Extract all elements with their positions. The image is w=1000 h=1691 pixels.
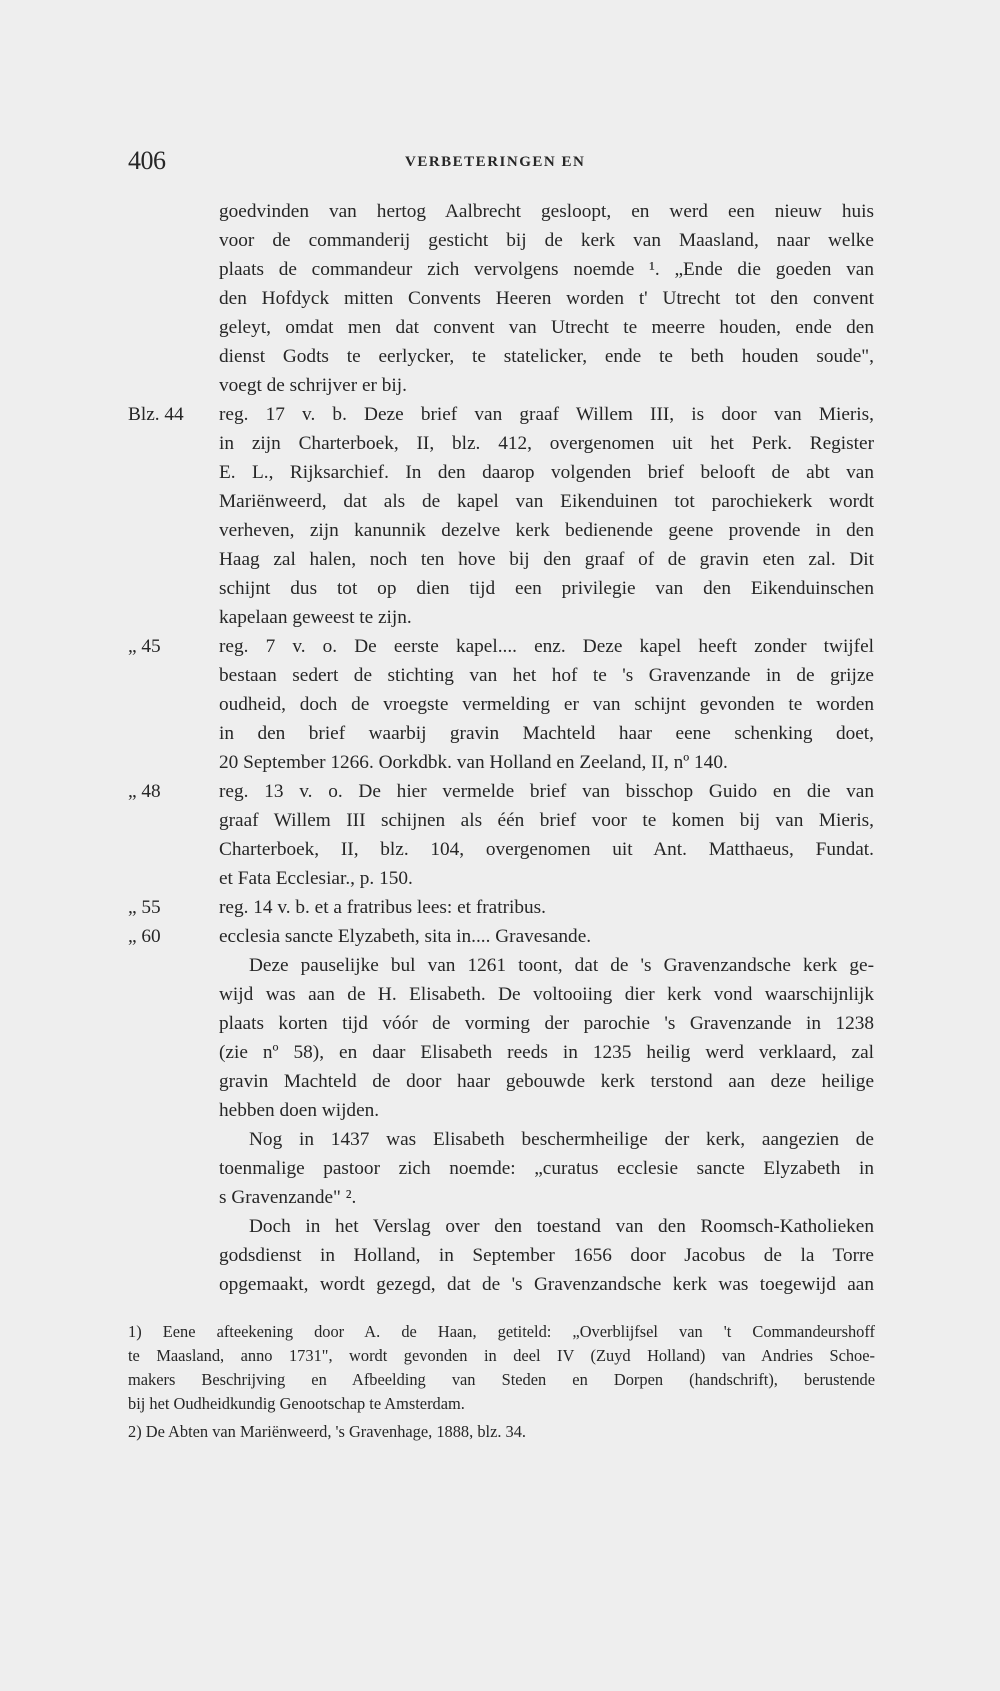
text-line: wijd was aan de H. Elisabeth. De voltooiing dier kerk vond waarschijnlijk (219, 984, 874, 1005)
text-line: (zie nº 58), en daar Elisabeth reeds in 1235 heilig werd verklaard, zal (219, 1042, 874, 1063)
margin-reference: „ 48 (128, 781, 161, 802)
margin-reference: Blz. 44 (128, 404, 184, 425)
margin-reference: „ 60 (128, 926, 161, 947)
text-line: verheven, zijn kanunnik dezelve kerk bedienende geene provende in den (219, 520, 874, 541)
text-line: voor de commanderij gesticht bij de kerk van Maasland, naar welke (219, 230, 874, 251)
text-line: Charterboek, II, blz. 104, overgenomen uit Ant. Matthaeus, Fundat. (219, 839, 874, 860)
running-head: VERBETERINGEN EN (405, 154, 586, 170)
text-line: goedvinden van hertog Aalbrecht gesloopt, en werd een nieuw huis (219, 201, 874, 222)
footnote-line: te Maasland, anno 1731", wordt gevonden in deel IV (Zuyd Holland) van Andries Schoe- (128, 1346, 875, 1365)
text-line: den Hofdyck mitten Convents Heeren worden t' Utrecht tot den convent (219, 288, 874, 309)
text-line: reg. 13 v. o. De hier vermelde brief van bisschop Guido en die van (219, 781, 874, 802)
text-line: geleyt, omdat men dat convent van Utrecht te meerre houden, ende den (219, 317, 874, 338)
margin-reference: „ 55 (128, 897, 161, 918)
footnote-line: bij het Oudheidkundig Genootschap te Amsterdam. (128, 1394, 465, 1413)
text-line: plaats de commandeur zich vervolgens noemde ¹. „Ende die goeden van (219, 259, 874, 280)
text-line: reg. 17 v. b. Deze brief van graaf Willem III, is door van Mieris, (219, 404, 874, 425)
text-line: Deze pauselijke bul van 1261 toont, dat de 's Gravenzandsche kerk ge- (249, 955, 874, 976)
margin-reference: „ 45 (128, 636, 161, 657)
page-number: 406 (128, 146, 166, 175)
text-line: s Gravenzande" ². (219, 1187, 357, 1208)
text-line: in zijn Charterboek, II, blz. 412, overgenomen uit het Perk. Register (219, 433, 874, 454)
text-line: hebben doen wijden. (219, 1100, 380, 1121)
text-line: kapelaan geweest te zijn. (219, 607, 412, 628)
footnote-line: makers Beschrijving en Afbeelding van Steden en Dorpen (handschrift), berustende (128, 1370, 875, 1389)
text-line: dienst Godts te eerlycker, te statelicker, ende te beth houden soude", (219, 346, 874, 367)
text-line: Nog in 1437 was Elisabeth beschermheilige der kerk, aangezien de (249, 1129, 874, 1150)
text-line: plaats korten tijd vóór de vorming der parochie 's Gravenzande in 1238 (219, 1013, 874, 1034)
footnote-line: 2) De Abten van Mariënweerd, 's Gravenhage, 1888, blz. 34. (128, 1422, 527, 1441)
text-line: Haag zal halen, noch ten hove bij den graaf of de gravin eten zal. Dit (219, 549, 874, 570)
text-line: schijnt dus tot op dien tijd een privilegie van den Eikenduinschen (219, 578, 874, 599)
text-line: toenmalige pastoor zich noemde: „curatus ecclesie sancte Elyzabeth in (219, 1158, 874, 1179)
text-line: reg. 7 v. o. De eerste kapel.... enz. Deze kapel heeft zonder twijfel (219, 636, 874, 657)
text-line: Doch in het Verslag over den toestand van den Roomsch-Katholieken (249, 1216, 874, 1237)
page-header (128, 146, 868, 178)
text-line: gravin Machteld de door haar gebouwde kerk terstond aan deze heilige (219, 1071, 874, 1092)
text-line: et Fata Ecclesiar., p. 150. (219, 868, 413, 889)
text-line: bestaan sedert de stichting van het hof te 's Gravenzande in de grijze (219, 665, 874, 686)
text-line: E. L., Rijksarchief. In den daarop volgenden brief belooft de abt van (219, 462, 874, 483)
text-line: voegt de schrijver er bij. (219, 375, 407, 396)
text-line: godsdienst in Holland, in September 1656 door Jacobus de la Torre (219, 1245, 874, 1266)
text-line: oudheid, doch de vroegste vermelding er van schijnt gevonden te worden (219, 694, 874, 715)
footnote-line: 1) Eene afteekening door A. de Haan, getiteld: „Overblijfsel van 't Commandeurshoff (128, 1322, 875, 1341)
text-line: Mariënweerd, dat als de kapel van Eikenduinen tot parochiekerk wordt (219, 491, 874, 512)
text-line: graaf Willem III schijnen als één brief voor te komen bij van Mieris, (219, 810, 874, 831)
text-line: in den brief waarbij gravin Machteld haar eene schenking doet, (219, 723, 874, 744)
text-line: opgemaakt, wordt gezegd, dat de 's Gravenzandsche kerk was toegewijd aan (219, 1274, 874, 1295)
text-line: ecclesia sancte Elyzabeth, sita in.... Gravesande. (219, 926, 592, 947)
text-line: 20 September 1266. Oorkdbk. van Holland en Zeeland, II, nº 140. (219, 752, 728, 773)
text-line: reg. 14 v. b. et a fratribus lees: et fratribus. (219, 897, 546, 918)
